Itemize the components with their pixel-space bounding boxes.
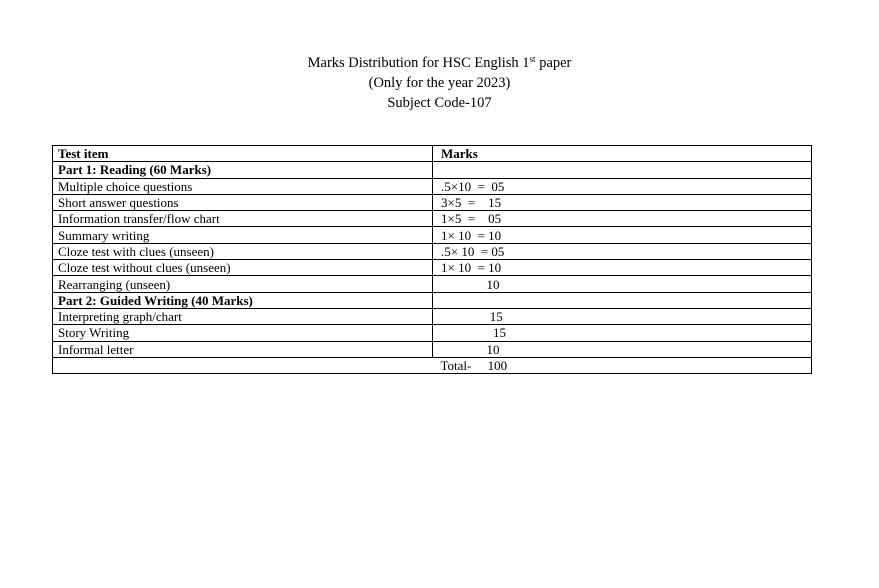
test-item-cell: Cloze test with clues (unseen): [53, 243, 433, 259]
marks-cell: 15: [433, 308, 812, 324]
total-value: 100: [487, 358, 508, 373]
total-cell: [433, 357, 812, 373]
table-header-row: [53, 146, 812, 162]
marks-cell: 1× 10 = 10: [433, 227, 812, 243]
table-row: [53, 260, 812, 276]
table-row: [53, 308, 812, 324]
test-item-cell: Interpreting graph/chart: [53, 308, 433, 324]
table-row: [53, 325, 812, 341]
section-title: Part 1: Reading (60 Marks): [53, 162, 433, 178]
total-label: Total-: [440, 358, 472, 373]
marks-cell: [433, 292, 812, 308]
document-subject-code: Subject Code-107: [387, 95, 492, 111]
test-item-cell: Information transfer/flow chart: [53, 211, 433, 227]
test-item-cell: Summary writing: [53, 227, 433, 243]
document-subtitle-year: (Only for the year 2023): [368, 75, 511, 91]
test-item-cell: Multiple choice questions: [53, 178, 433, 194]
test-item-cell: Rearranging (unseen): [53, 276, 433, 292]
section-row-part-2: [53, 292, 812, 308]
marks-cell: 10: [433, 341, 812, 357]
column-header-marks: Marks: [433, 146, 812, 162]
title-suffix: paper: [535, 55, 572, 71]
marks-cell: 15: [433, 325, 812, 341]
marks-cell: .5× 10 = 05: [433, 243, 812, 259]
marks-cell: 1×5 = 05: [433, 211, 812, 227]
table-row: [53, 276, 812, 292]
table-row: [53, 194, 812, 210]
marks-cell: 10: [433, 276, 812, 292]
table-row: [53, 178, 812, 194]
table-row: [53, 243, 812, 259]
table-row: [53, 341, 812, 357]
table-row: [53, 227, 812, 243]
marks-cell: [433, 162, 812, 178]
title-superscript: st: [529, 54, 536, 64]
test-item-cell: Cloze test without clues (unseen): [53, 260, 433, 276]
title-text: Marks Distribution for HSC English 1: [307, 55, 530, 71]
total-spacer: [471, 358, 487, 373]
column-header-test-item: Test item: [53, 146, 433, 162]
test-item-cell: Short answer questions: [53, 194, 433, 210]
total-row: [53, 357, 812, 373]
marks-cell: .5×10 = 05: [433, 178, 812, 194]
section-row-part-1: [53, 162, 812, 178]
marks-cell: 1× 10 = 10: [433, 260, 812, 276]
total-blank-cell: [53, 357, 433, 373]
marks-cell: 3×5 = 15: [433, 194, 812, 210]
section-title: Part 2: Guided Writing (40 Marks): [53, 292, 433, 308]
test-item-cell: Story Writing: [53, 325, 433, 341]
marks-distribution-table: [52, 145, 812, 374]
table-row: [53, 211, 812, 227]
test-item-cell: Informal letter: [53, 341, 433, 357]
document-title: [0, 54, 879, 73]
